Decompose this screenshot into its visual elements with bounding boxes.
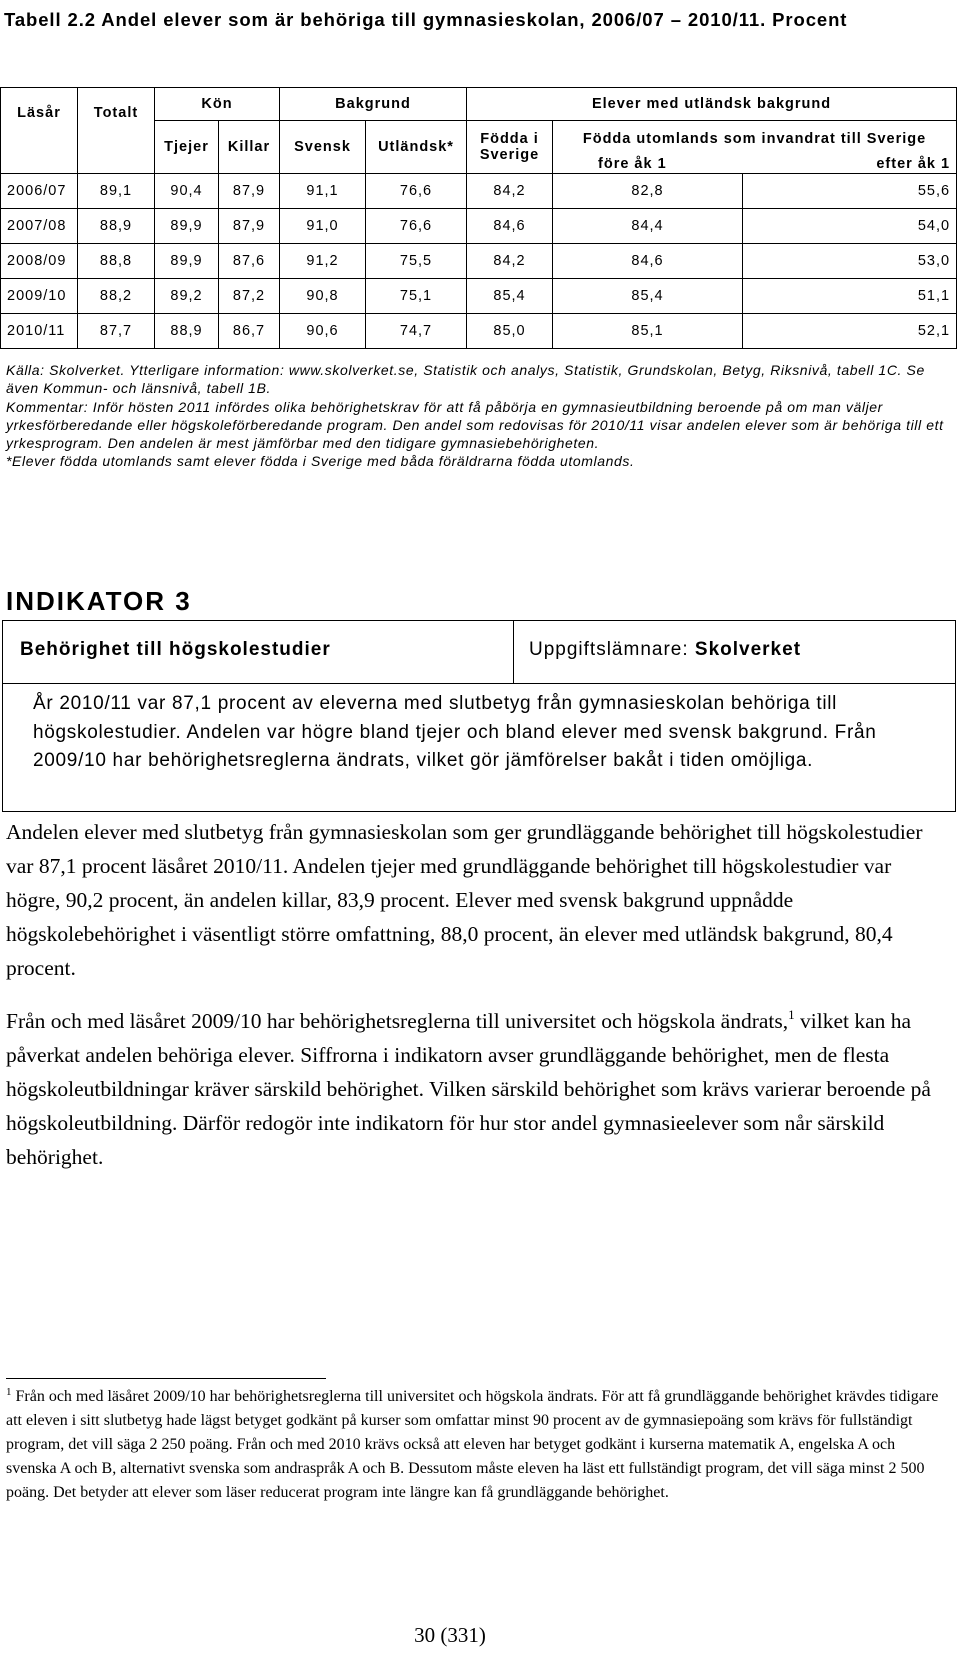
header-totalt: Totalt — [78, 88, 155, 121]
table-cell: 84,4 — [553, 209, 743, 244]
header-fodda-utomlands: Födda utomlands som invandrat till Sverige — [553, 121, 957, 156]
header-fodda-i-sverige: Födda i Sverige — [467, 121, 553, 174]
header-kon: Kön — [155, 88, 280, 121]
indicator-summary: År 2010/11 var 87,1 procent av eleverna med slutbetyg från gymnasieskolan behöriga till högskolestudier. Andelen var högre bland tjejer och bland elever med svensk bakgrund. Från 2009/10 har behörighetsreglerna ändrats, vilket gör jämförelser bakåt i tiden omöjliga. — [33, 693, 877, 771]
table-cell: 54,0 — [743, 209, 957, 244]
footnote-text: Från och med läsåret 2009/10 har behörighetsreglerna till universitet och högskola ändrats. För att få grundläggande behörighet krävdes tidigare att eleven i sitt slutbetyg hade lägst betyget godkänt på kurser som omfattar minst 90 procent av de gymnasiepoäng som krävs för fullständigt program, det vill säga 2 250 poäng. Från och med 2010 krävs också att eleven har betyget godkänt i kurserna matematik A, engelska A och svenska A och B, alternativt svenska som andraspråk A och B. Dessutom måste eleven ha läst ett fullständigt program, det vill säga minst 2 500 poäng. Det betyder att elever som läser reducerat program inte längre kan få grundläggande behörighet. — [6, 1388, 939, 1501]
table-cell: 91,2 — [280, 244, 366, 279]
table-cell: 51,1 — [743, 279, 957, 314]
table-cell: 88,2 — [78, 279, 155, 314]
table-cell: 82,8 — [553, 174, 743, 209]
table-body — [1, 174, 957, 349]
footnote-reference: 1 — [788, 1007, 795, 1022]
table-cell: 88,9 — [78, 209, 155, 244]
table-cell: 90,4 — [155, 174, 219, 209]
header-lasar: Läsår — [1, 88, 78, 121]
table-cell: 88,8 — [78, 244, 155, 279]
provider-name: Skolverket — [694, 639, 802, 660]
table-cell: 84,6 — [553, 244, 743, 279]
table-cell: 86,7 — [219, 314, 280, 349]
table-cell: 75,1 — [366, 279, 467, 314]
table-cell: 53,0 — [743, 244, 957, 279]
page-number: 30 (331) — [414, 1623, 486, 1647]
table-cell: 88,9 — [155, 314, 219, 349]
table-cell: 76,6 — [366, 174, 467, 209]
indicator-summary-box — [2, 683, 956, 812]
header-killar: Killar — [219, 121, 280, 174]
table-cell-lasar: 2006/07 — [1, 174, 78, 209]
comment-note: Kommentar: Inför hösten 2011 infördes olika behörighetskrav för att få påbörja en gymnasieutbildning beroende på om man väljer yrkesförberedande eller högskoleförberedande program. Den andel som redovisas för 2010/11 visar andelen elever som är behöriga till ett yrkesprogram. Den andelen är mest jämförbar med den tidigare gymnasiebehörigheten. — [6, 398, 944, 452]
table-cell: 87,2 — [219, 279, 280, 314]
header-utlandsk: Utländsk* — [366, 121, 467, 174]
table-cell: 52,1 — [743, 314, 957, 349]
table-cell: 89,2 — [155, 279, 219, 314]
table-cell: 89,1 — [78, 174, 155, 209]
table-cell: 85,4 — [467, 279, 553, 314]
data-table — [0, 87, 957, 349]
table-cell-lasar: 2008/09 — [1, 244, 78, 279]
table-notes — [6, 361, 946, 471]
table-cell: 85,1 — [553, 314, 743, 349]
indicator-name: Behörighet till högskolestudier — [20, 639, 331, 660]
table-cell: 89,9 — [155, 209, 219, 244]
table-cell: 76,6 — [366, 209, 467, 244]
header-svensk: Svensk — [280, 121, 366, 174]
table-cell: 89,9 — [155, 244, 219, 279]
header-elever-utlandsk-bakgrund: Elever med utländsk bakgrund — [467, 88, 957, 121]
footnote — [6, 1385, 946, 1505]
table-row — [1, 174, 957, 209]
table-title: Tabell 2.2 Andel elever som är behöriga till gymnasieskolan, 2006/07 – 2010/11. Procent — [4, 9, 848, 30]
footnote-divider — [6, 1378, 326, 1379]
table-cell: 55,6 — [743, 174, 957, 209]
table-cell: 87,6 — [219, 244, 280, 279]
table-cell: 90,6 — [280, 314, 366, 349]
source-note: Källa: Skolverket. Ytterligare information: www.skolverket.se, Statistik och analys, Statistik, Grundskolan, Betyg, Riksnivå, tabell 1C. Se även Kommun- och länsnivå, tabell 1B. — [6, 362, 925, 397]
header-tjejer: Tjejer — [155, 121, 219, 174]
table-cell: 87,9 — [219, 174, 280, 209]
indicator-provider: Uppgiftslämnare: Skolverket — [529, 639, 802, 660]
table-row — [1, 209, 957, 244]
table-cell: 85,4 — [553, 279, 743, 314]
table-cell: 84,2 — [467, 244, 553, 279]
table-cell: 87,7 — [78, 314, 155, 349]
table-cell: 84,2 — [467, 174, 553, 209]
table-cell: 87,9 — [219, 209, 280, 244]
table-cell: 85,0 — [467, 314, 553, 349]
table-cell: 90,8 — [280, 279, 366, 314]
table-cell: 74,7 — [366, 314, 467, 349]
table-cell-lasar: 2007/08 — [1, 209, 78, 244]
table-cell: 91,1 — [280, 174, 366, 209]
table-cell: 75,5 — [366, 244, 467, 279]
table-row — [1, 279, 957, 314]
table-row — [1, 314, 957, 349]
table-cell-lasar: 2009/10 — [1, 279, 78, 314]
table-row — [1, 244, 957, 279]
header-fore-ak1: före åk 1 — [553, 155, 743, 174]
body-paragraph-2: Från och med läsåret 2009/10 har behörighetsreglerna till universitet och högskola ändrats,$^1$ vilket kan ha påverkat andelen behöriga elever. Siffrorna i indikatorn avser grundläggande behörighet, men de flesta högskoleutbildningar kräver särskild behörighet. Vilken särskild behörighet som krävs varierar beroende på högskoleutbildning. Därför redogör inte indikatorn för hur stor andel gymnasieelever som når särskild behörighet. — [6, 1007, 931, 1169]
header-efter-ak1: efter åk 1 — [743, 155, 957, 174]
table-cell-lasar: 2010/11 — [1, 314, 78, 349]
table-cell: 91,0 — [280, 209, 366, 244]
header-bakgrund: Bakgrund — [280, 88, 467, 121]
asterisk-note: *Elever födda utomlands samt elever födda i Sverige med båda föräldrarna födda utomlands. — [6, 453, 635, 470]
body-paragraph-1: Andelen elever med slutbetyg från gymnasieskolan som ger grundläggande behörighet till högskolestudier var 87,1 procent läsåret 2010/11. Andelen tjejer med grundläggande behörighet till högskolestudier var högre, 90,2 procent, än andelen killar, 83,9 procent. Elever med svensk bakgrund uppnådde högskolebehörighet i väsentligt större omfattning, 88,0 procent, än elever med utländsk bakgrund, 80,4 procent. — [6, 820, 923, 980]
indicator-heading: INDIKATOR 3 — [6, 586, 192, 616]
footnote-number: 1 — [6, 1386, 12, 1398]
indicator-header-box — [2, 620, 956, 684]
table-cell: 84,6 — [467, 209, 553, 244]
